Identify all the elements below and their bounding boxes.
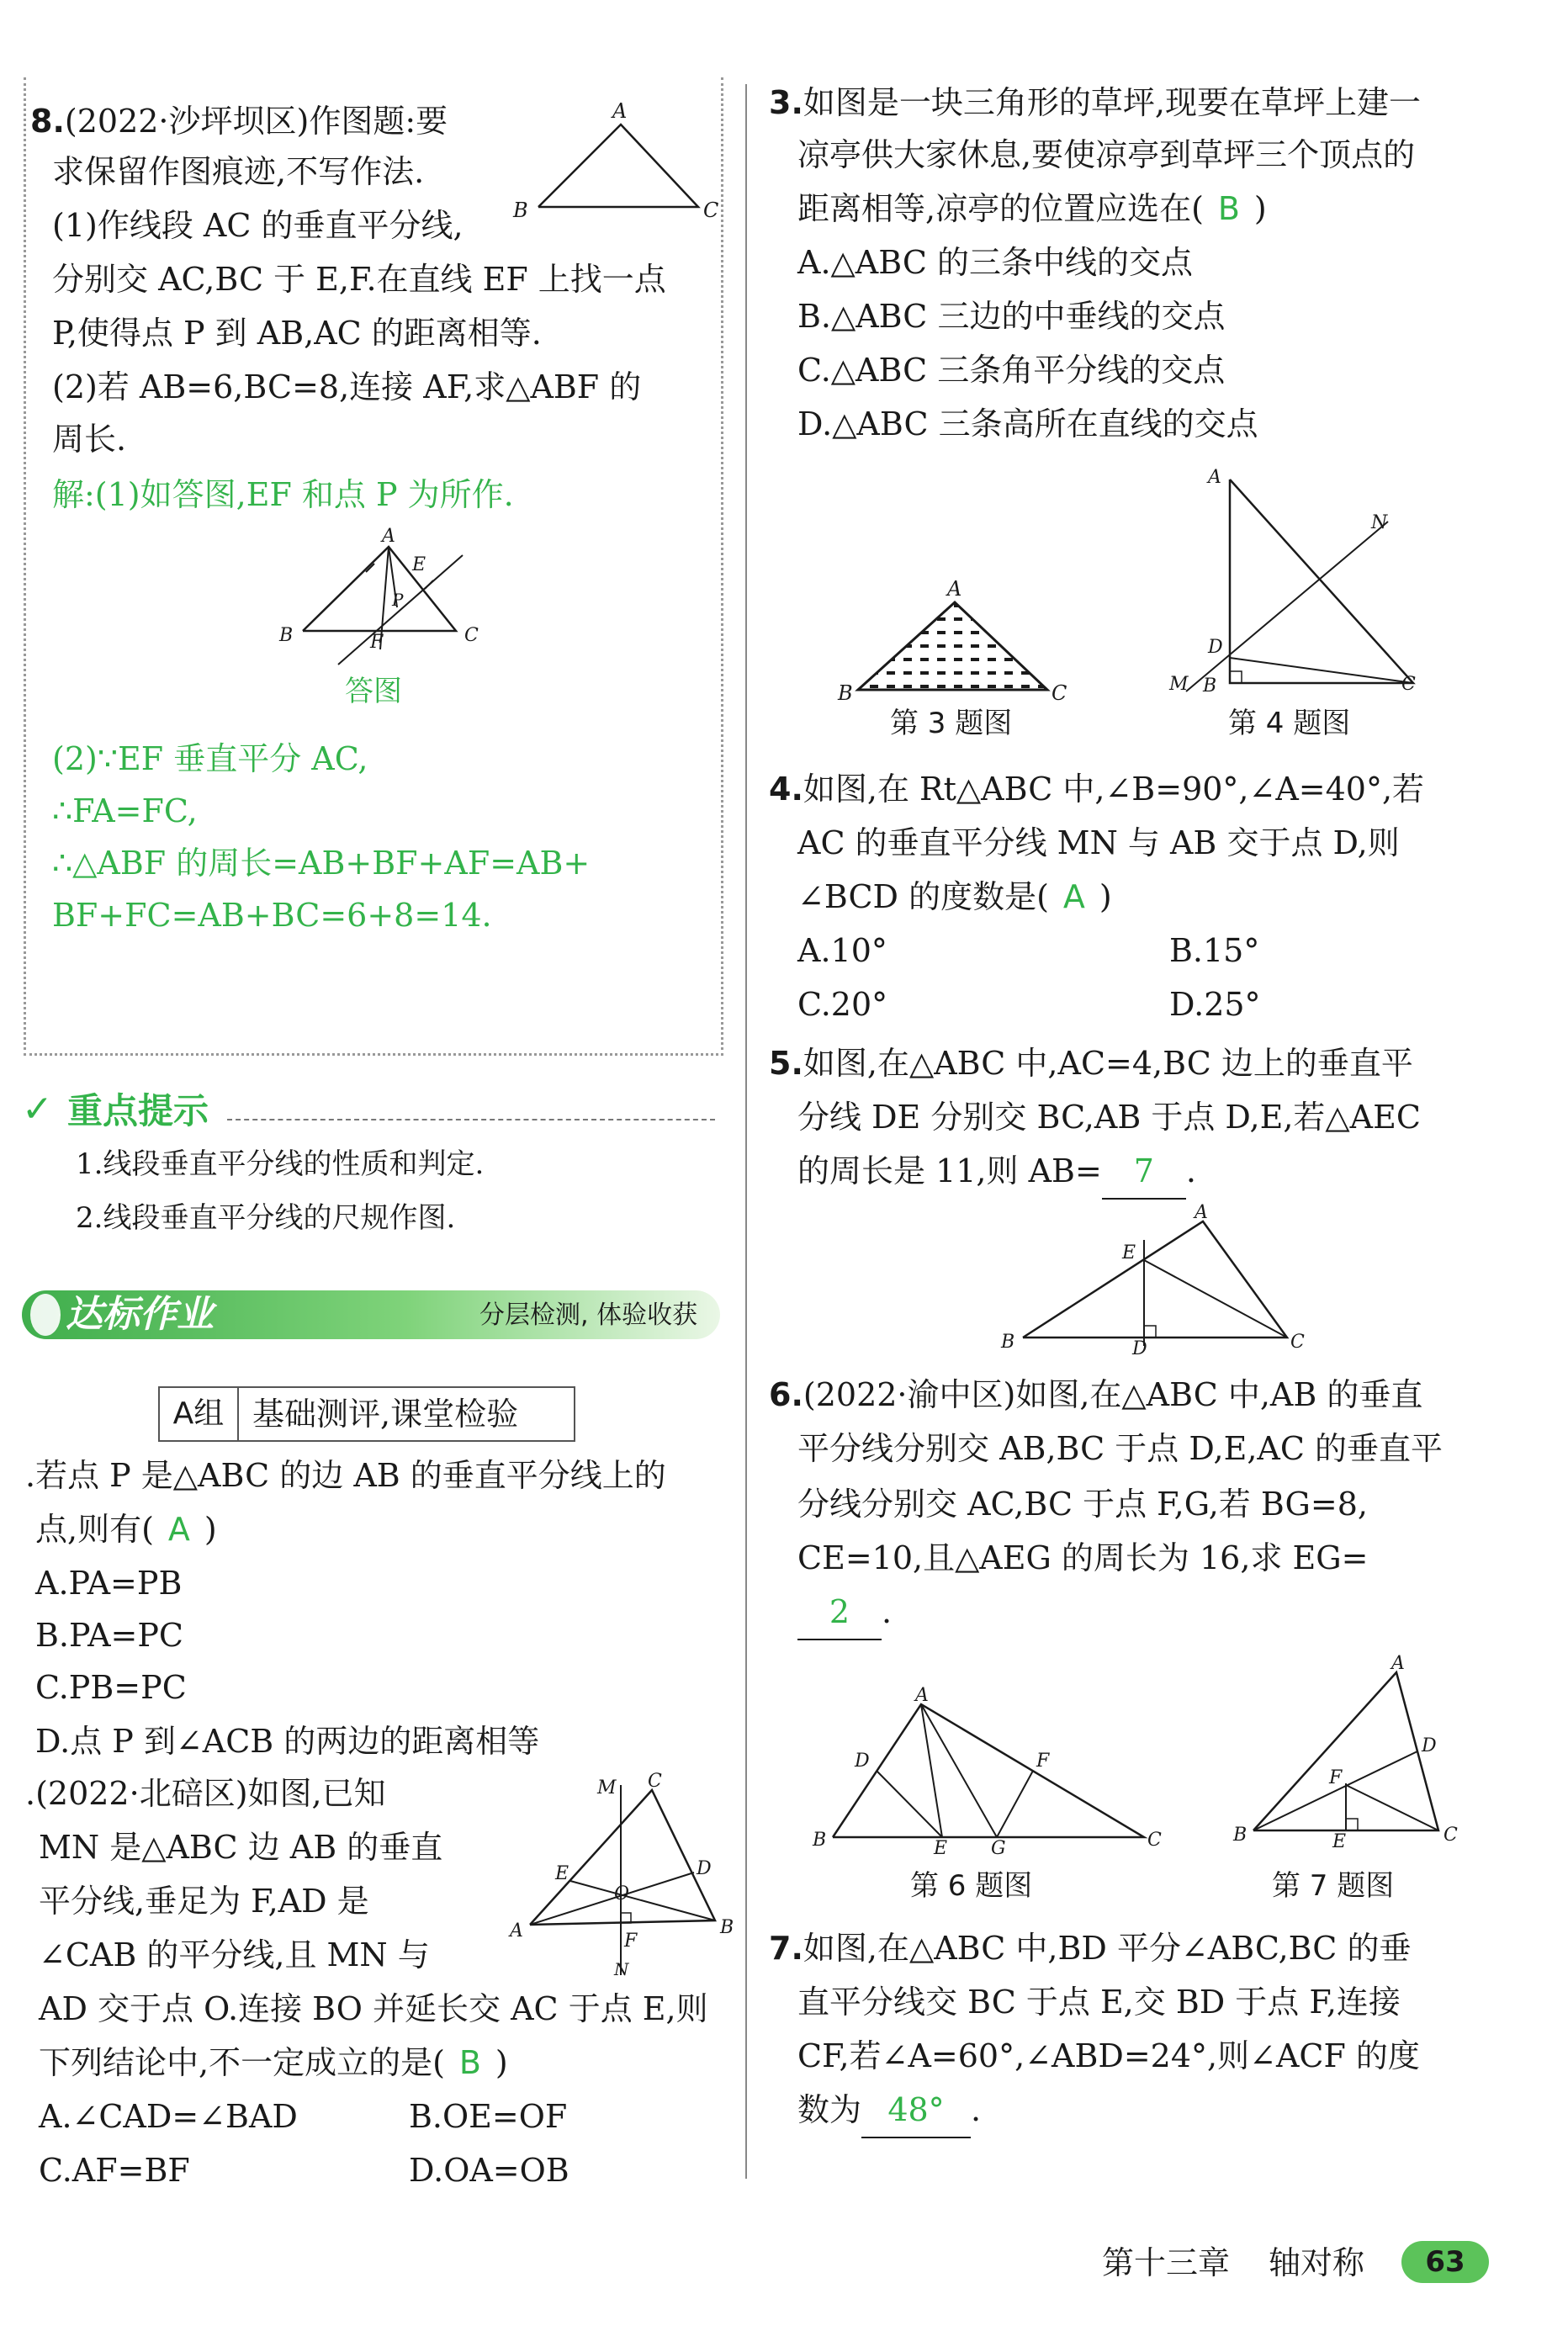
svg-text:E: E: [1332, 1831, 1347, 1852]
svg-text:N: N: [1371, 512, 1388, 533]
key-point-2: 2.线段垂直平分线的尺规作图.: [76, 1201, 456, 1235]
q4-option-c: C.20°: [797, 986, 888, 1023]
q4-line1: 4.如图,在 Rt△ABC 中,∠B=90°,∠A=40°,若: [769, 771, 1425, 808]
svg-text:B: B: [513, 199, 528, 222]
q8-number: 8.: [30, 103, 65, 140]
svg-text:C: C: [1444, 1825, 1458, 1846]
svg-text:E: E: [934, 1838, 948, 1859]
q4-option-a: A.10°: [797, 932, 887, 969]
group-box: [158, 1386, 575, 1442]
q5-answer: 7: [1102, 1144, 1186, 1200]
svg-text:C: C: [464, 625, 479, 646]
q7-number: 7.: [769, 1930, 803, 1967]
q8-line5: P,使得点 P 到 AB,AC 的距离相等.: [52, 315, 542, 352]
q4-figure: [1161, 463, 1416, 707]
svg-text:D: D: [855, 1751, 870, 1772]
q8-solution-5: BF+FC=AB+BC=6+8=14.: [52, 897, 492, 934]
svg-text:F: F: [624, 1931, 638, 1952]
q7-line2: 直平分线交 BC 于点 E,交 BD 于点 F,连接: [797, 1984, 1401, 2021]
q5-line3: 的周长是 11,则 AB= 7 .: [797, 1144, 1196, 1200]
q1-option-a: A.PA=PB: [35, 1565, 183, 1602]
q3-option-c: C.△ABC 三条角平分线的交点: [797, 352, 1226, 389]
svg-text:C: C: [1147, 1830, 1162, 1851]
q3-number: 3.: [769, 84, 803, 121]
group-title: 基础测评,课堂检验: [252, 1396, 519, 1433]
q3-line2: 凉亭供大家休息,要使凉亭到草坪三个顶点的: [797, 136, 1416, 173]
q2-line6: 下列结论中,不一定成立的是( B ): [39, 2036, 508, 2090]
svg-text:A: A: [1391, 1653, 1405, 1674]
q2-line2: MN 是△ABC 边 AB 的垂直: [39, 1829, 443, 1866]
q8-line1: 8.(2022·沙坪坝区)作图题:要: [30, 103, 448, 140]
q4-answer: A: [1062, 878, 1085, 915]
svg-text:B: B: [1233, 1825, 1248, 1846]
svg-text:O: O: [614, 1883, 630, 1904]
q8-line3: (1)作线段 AC 的垂直平分线,: [52, 207, 464, 244]
q6-number: 6.: [769, 1376, 803, 1413]
svg-text:B: B: [1203, 675, 1217, 697]
svg-text:C: C: [1052, 681, 1067, 705]
q3-answer: B: [1217, 190, 1240, 227]
q2-figure: [505, 1773, 740, 1984]
homework-subtitle: 分层检测, 体验收获: [479, 1300, 698, 1330]
q8-line2: 求保留作图痕迹,不写作法.: [52, 153, 425, 190]
svg-text:P: P: [392, 590, 404, 610]
q6-line2: 平分线分别交 AB,BC 于点 D,E,AC 的垂直平: [797, 1430, 1443, 1467]
q8-figure-triangle: [505, 99, 723, 225]
q2-option-c: C.AF=BF: [39, 2152, 190, 2189]
key-points-title: 重点提示: [67, 1090, 209, 1131]
q3-option-a: A.△ABC 的三条中线的交点: [797, 244, 1193, 281]
q3-option-b: B.△ABC 三边的中垂线的交点: [797, 298, 1226, 335]
svg-text:A: A: [915, 1685, 929, 1706]
q2-line4: ∠CAB 的平分线,且 MN 与: [39, 1936, 430, 1973]
q7-caption: 第 7 题图: [1272, 1869, 1395, 1903]
q8-answer-caption: 答图: [345, 675, 402, 708]
q4-option-d: D.25°: [1169, 986, 1261, 1023]
footer-topic: 轴对称: [1269, 2244, 1365, 2281]
q1-option-c: C.PB=PC: [35, 1669, 187, 1706]
q8-solution-4: ∴△ABF 的周长=AB+BF+AF=AB+: [52, 845, 591, 882]
checkmark-icon: ✓: [22, 1088, 53, 1131]
q5-figure: [993, 1202, 1312, 1359]
svg-text:E: E: [555, 1863, 569, 1884]
q8-solution-3: ∴FA=FC,: [52, 792, 198, 829]
q5-line1: 5.如图,在△ABC 中,AC=4,BC 边上的垂直平: [769, 1045, 1413, 1082]
q4-line3: ∠BCD 的度数是( A ): [797, 870, 1112, 924]
svg-text:B: B: [720, 1917, 734, 1938]
svg-text:M: M: [1169, 674, 1189, 695]
q3-caption: 第 3 题图: [890, 707, 1013, 740]
q7-line4: 数为 48° .: [797, 2083, 981, 2138]
footer-chapter: 第十三章: [1102, 2244, 1231, 2281]
q1-option-b: B.PA=PC: [35, 1617, 184, 1654]
svg-text:B: B: [813, 1830, 827, 1851]
svg-text:B: B: [279, 625, 294, 646]
q2-option-b: B.OE=OF: [409, 2098, 568, 2135]
svg-text:E: E: [412, 554, 426, 575]
q8-line6: (2)若 AB=6,BC=8,连接 AF,求△ABF 的: [52, 368, 642, 405]
q6-caption: 第 6 题图: [910, 1869, 1033, 1903]
svg-text:E: E: [1122, 1242, 1136, 1263]
homework-title: 达标作业: [66, 1293, 214, 1336]
q2-option-d: D.OA=OB: [409, 2152, 569, 2189]
q8-solution-1: 解:(1)如答图,EF 和点 P 为所作.: [52, 476, 514, 513]
svg-text:A: A: [382, 526, 395, 547]
q3-line1: 3.如图是一块三角形的草坪,现要在草坪上建一: [769, 84, 1421, 121]
svg-text:A: A: [510, 1920, 523, 1941]
q2-answer: B: [458, 2044, 481, 2081]
svg-text:G: G: [991, 1838, 1006, 1859]
q6-line3: 分线分别交 AC,BC 于点 F,G,若 BG=8,: [797, 1486, 1368, 1523]
svg-text:D: D: [1132, 1338, 1147, 1359]
svg-text:F: F: [1329, 1767, 1343, 1788]
q8-answer-figure: [269, 522, 488, 673]
page-number-badge: 63: [1401, 2241, 1489, 2283]
q7-line3: CF,若∠A=60°,∠ABD=24°,则∠ACF 的度: [797, 2037, 1420, 2074]
q8-line4: 分别交 AC,BC 于 E,F.在直线 EF 上找一点: [52, 261, 666, 298]
q2-line1: .(2022·北碚区)如图,已知: [25, 1775, 386, 1812]
svg-text:D: D: [697, 1858, 712, 1879]
svg-text:C: C: [703, 199, 719, 222]
q4-number: 4.: [769, 771, 803, 808]
q4-caption: 第 4 题图: [1228, 707, 1351, 740]
q7-answer: 48°: [861, 2083, 971, 2138]
svg-text:B: B: [838, 681, 853, 705]
q5-number: 5.: [769, 1045, 803, 1082]
q7-line1: 7.如图,在△ABC 中,BD 平分∠ABC,BC 的垂: [769, 1930, 1412, 1967]
q1-answer: A: [167, 1511, 190, 1548]
q2-option-a: A.∠CAD=∠BAD: [39, 2098, 298, 2135]
svg-text:A: A: [1208, 467, 1221, 488]
q3-figure-lawn: [833, 572, 1077, 707]
q6-line5: 2 .: [797, 1585, 892, 1640]
q3-line3: 距离相等,凉亭的位置应选在( B ): [797, 182, 1267, 236]
svg-text:C: C: [1401, 674, 1416, 695]
q6-figure: [808, 1685, 1162, 1859]
key-point-1: 1.线段垂直平分线的性质和判定.: [76, 1147, 485, 1181]
q1-line1: .若点 P 是△ABC 的边 AB 的垂直平分线上的: [25, 1457, 666, 1494]
svg-text:C: C: [1290, 1332, 1305, 1353]
q2-line5: AD 交于点 O.连接 BO 并延长交 AC 于点 E,则: [39, 1990, 708, 2027]
svg-text:B: B: [1001, 1332, 1015, 1353]
q2-line3: 平分线,垂足为 F,AD 是: [39, 1883, 369, 1920]
q4-option-b: B.15°: [1169, 932, 1260, 969]
svg-text:A: A: [612, 99, 628, 123]
q8-solution-2: (2)∵EF 垂直平分 AC,: [52, 740, 368, 777]
q6-line1: 6.(2022·渝中区)如图,在△ABC 中,AB 的垂直: [769, 1376, 1423, 1413]
q4-line2: AC 的垂直平分线 MN 与 AB 交于点 D,则: [797, 824, 1400, 861]
q7-figure: [1228, 1653, 1481, 1852]
q5-line2: 分线 DE 分别交 BC,AB 于点 D,E,若△AEC: [797, 1099, 1421, 1136]
svg-text:A: A: [1195, 1202, 1208, 1223]
q3-option-d: D.△ABC 三条高所在直线的交点: [797, 405, 1258, 442]
svg-text:D: D: [1422, 1735, 1437, 1756]
group-label: A组: [160, 1388, 239, 1440]
q1-option-d: D.点 P 到∠ACB 的两边的距离相等: [35, 1723, 540, 1760]
column-divider: [745, 84, 747, 2179]
svg-text:D: D: [1208, 637, 1223, 658]
svg-text:F: F: [370, 632, 384, 653]
svg-text:N: N: [614, 1959, 629, 1979]
q8-line7: 周长.: [52, 421, 127, 458]
svg-text:M: M: [597, 1777, 617, 1798]
svg-text:F: F: [1036, 1751, 1050, 1772]
svg-text:C: C: [648, 1771, 662, 1792]
q6-answer: 2: [797, 1585, 882, 1640]
q1-line2: 点,则有( A ): [35, 1502, 217, 1556]
svg-text:A: A: [947, 577, 962, 601]
q6-line4: CE=10,且△AEG 的周长为 16,求 EG=: [797, 1539, 1369, 1576]
key-points-rule: [227, 1119, 715, 1120]
leaf-icon: [30, 1294, 61, 1336]
